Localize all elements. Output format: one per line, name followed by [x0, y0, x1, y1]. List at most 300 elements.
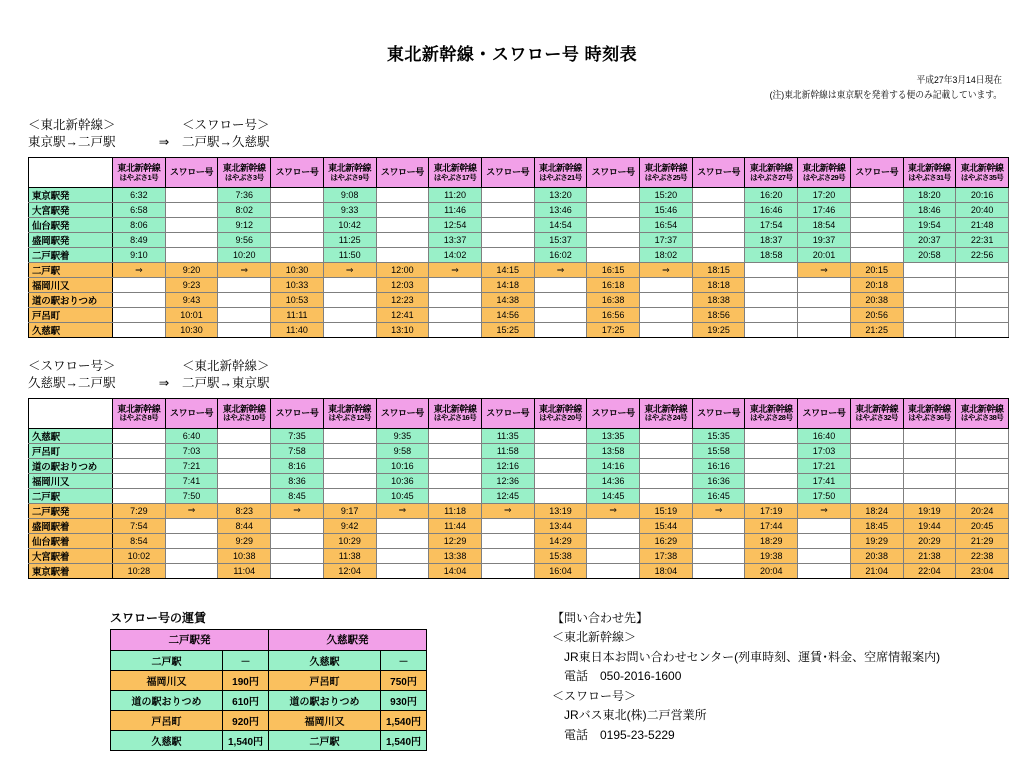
table1-time-cell: 16:15 [587, 263, 640, 278]
table2-column-header [534, 398, 587, 428]
table1-time-cell: 11:46 [429, 203, 482, 218]
contact-block [552, 609, 940, 751]
table1-time-cell: 18:58 [745, 248, 798, 263]
table2-time-cell: 11:44 [429, 518, 482, 533]
table2-time-cell [850, 488, 903, 503]
table1-time-cell [587, 248, 640, 263]
table2-time-cell: 7:41 [165, 473, 218, 488]
table2-corner-cell [29, 398, 113, 428]
table1-time-cell: 9:43 [165, 293, 218, 308]
table1-time-cell [692, 248, 745, 263]
table2-time-cell [323, 443, 376, 458]
timetable-inbound [28, 398, 1009, 579]
table1-column-header [745, 158, 798, 188]
table2-time-cell: 13:38 [429, 548, 482, 563]
table2-time-cell [956, 473, 1009, 488]
table1-time-cell [165, 188, 218, 203]
table1-body [29, 188, 1009, 338]
table1-time-cell: 10:01 [165, 308, 218, 323]
table1-column-header [587, 158, 640, 188]
fare-group-header: 久慈駅発 [269, 629, 427, 650]
table1-column-header [850, 158, 903, 188]
table2-time-cell: 16:45 [692, 488, 745, 503]
table1-time-cell: 22:31 [956, 233, 1009, 248]
table2-time-cell: 22:38 [956, 548, 1009, 563]
table2-time-cell: 15:44 [640, 518, 693, 533]
table1-time-cell: ⇒ [429, 263, 482, 278]
table2-column-service: スワロー号 [170, 407, 214, 418]
table1-time-cell: 18:15 [692, 263, 745, 278]
table1-wrapper [28, 157, 1008, 338]
fare-right-station: 戸呂町 [269, 670, 381, 690]
table1-time-cell: 9:33 [323, 203, 376, 218]
table2-row [29, 563, 1009, 578]
table2-time-cell [692, 548, 745, 563]
table2-column-header [956, 398, 1009, 428]
table2-time-cell [850, 458, 903, 473]
table1-time-cell [956, 293, 1009, 308]
table2-time-cell [218, 488, 271, 503]
table2-time-cell: 7:29 [113, 503, 166, 518]
table1-time-cell: 20:01 [798, 248, 851, 263]
table1-time-cell: 13:37 [429, 233, 482, 248]
table2-time-cell: 17:38 [640, 548, 693, 563]
header-notes [0, 74, 1024, 103]
table1-station-label: 大宮駅発 [29, 203, 113, 218]
table1-time-cell [692, 203, 745, 218]
table2-time-cell: 17:03 [798, 443, 851, 458]
table2-time-cell [587, 563, 640, 578]
table2-time-cell: 13:19 [534, 503, 587, 518]
table1-time-cell: 19:25 [692, 323, 745, 338]
table1-time-cell: 20:40 [956, 203, 1009, 218]
table2-time-cell: 12:36 [481, 473, 534, 488]
table1-time-cell: 12:41 [376, 308, 429, 323]
table1-time-cell: 20:58 [903, 248, 956, 263]
table2-column-service: スワロー号 [275, 407, 319, 418]
table1-time-cell [587, 218, 640, 233]
table2-time-cell [534, 443, 587, 458]
table2-column-service: 東北新幹線 [328, 403, 372, 414]
table1-time-cell [956, 323, 1009, 338]
table1-time-cell [587, 233, 640, 248]
table1-time-cell: 17:46 [798, 203, 851, 218]
table2-time-cell: 16:36 [692, 473, 745, 488]
table1-route-caption [28, 117, 1024, 151]
table2-time-cell: 8:54 [113, 533, 166, 548]
table1-time-cell [481, 203, 534, 218]
fare-left-station: 二戸駅 [111, 650, 223, 670]
table2-time-cell: 7:54 [113, 518, 166, 533]
table2-time-cell: 7:50 [165, 488, 218, 503]
table1-time-cell: 9:10 [113, 248, 166, 263]
table2-time-cell [218, 473, 271, 488]
table1-column-header [798, 158, 851, 188]
table1-time-cell: 17:37 [640, 233, 693, 248]
table2-time-cell: 11:58 [481, 443, 534, 458]
table2-column-header [218, 398, 271, 428]
table1-time-cell [640, 323, 693, 338]
table2-time-cell [218, 458, 271, 473]
table1-time-cell [376, 188, 429, 203]
table1-column-service: 東北新幹線 [328, 162, 372, 173]
table2-time-cell: 10:38 [218, 548, 271, 563]
table2-column-service: 東北新幹線 [538, 403, 582, 414]
table2-time-cell [640, 473, 693, 488]
table1-time-cell: 19:54 [903, 218, 956, 233]
table1-column-service: 東北新幹線 [802, 162, 846, 173]
table2-caption-line1-right: ＜東北新幹線＞ [182, 359, 270, 374]
table2-column-service: スワロー号 [380, 407, 424, 418]
table2-time-cell: 16:04 [534, 563, 587, 578]
table1-time-cell: 15:37 [534, 233, 587, 248]
table1-column-service: スワロー号 [591, 166, 635, 177]
table1-time-cell: 9:23 [165, 278, 218, 293]
table1-time-cell [323, 278, 376, 293]
table1-time-cell: 17:25 [587, 323, 640, 338]
table2-time-cell [271, 518, 324, 533]
table2-time-cell [903, 458, 956, 473]
table1-station-label: 仙台駅発 [29, 218, 113, 233]
table1-column-service: スワロー号 [697, 166, 741, 177]
table1-column-header [903, 158, 956, 188]
table1-time-cell [745, 263, 798, 278]
table1-row [29, 278, 1009, 293]
fare-table-title: スワロー号の運賃 [110, 610, 207, 625]
table1-row [29, 293, 1009, 308]
table1-time-cell [165, 233, 218, 248]
table1-time-cell: 10:33 [271, 278, 324, 293]
table1-time-cell: 16:20 [745, 188, 798, 203]
table1-time-cell: 10:30 [165, 323, 218, 338]
table2-time-cell: 18:24 [850, 503, 903, 518]
table2-time-cell: 8:16 [271, 458, 324, 473]
table1-time-cell: 18:37 [745, 233, 798, 248]
table2-time-cell: 9:29 [218, 533, 271, 548]
table2-time-cell: 17:50 [798, 488, 851, 503]
table2-time-cell: 8:44 [218, 518, 271, 533]
table2-time-cell [745, 458, 798, 473]
table1-time-cell: 17:20 [798, 188, 851, 203]
table1-time-cell [798, 293, 851, 308]
table2-time-cell [218, 428, 271, 443]
table2-column-header [113, 398, 166, 428]
table2-time-cell: 14:45 [587, 488, 640, 503]
table1-time-cell [429, 278, 482, 293]
table1-time-cell: 18:56 [692, 308, 745, 323]
table1-time-cell: 7:36 [218, 188, 271, 203]
fare-left-amount: 190円 [223, 670, 269, 690]
table1-time-cell [850, 233, 903, 248]
table1-time-cell: 20:56 [850, 308, 903, 323]
table2-time-cell: 20:04 [745, 563, 798, 578]
table2-time-cell: 9:35 [376, 428, 429, 443]
table2-time-cell: 13:58 [587, 443, 640, 458]
table1-column-train: はやぶさ27号 [750, 172, 793, 182]
table1-time-cell: 9:20 [165, 263, 218, 278]
fare-right-station: 福岡川又 [269, 710, 381, 730]
table2-time-cell: 19:38 [745, 548, 798, 563]
table2-time-cell [745, 428, 798, 443]
table1-time-cell: 14:18 [481, 278, 534, 293]
timetable-outbound [28, 157, 1009, 338]
table1-time-cell: 20:15 [850, 263, 903, 278]
table1-time-cell [534, 293, 587, 308]
table2-column-header [481, 398, 534, 428]
table2-column-service: スワロー号 [697, 407, 741, 418]
table2-column-train: はやぶさ16号 [433, 413, 477, 423]
table2-time-cell [798, 533, 851, 548]
table2-time-cell: 21:38 [903, 548, 956, 563]
table2-time-cell: 13:35 [587, 428, 640, 443]
table1-time-cell [903, 263, 956, 278]
table2-time-cell [481, 518, 534, 533]
table2-column-service: 東北新幹線 [117, 403, 161, 414]
table2-station-label: 東京駅着 [29, 563, 113, 578]
table1-time-cell [640, 308, 693, 323]
table2-row [29, 533, 1009, 548]
table1-time-cell [956, 263, 1009, 278]
table2-time-cell: 9:17 [323, 503, 376, 518]
table1-column-header [113, 158, 166, 188]
table2-caption-line2-left: 久慈駅→二戸駅 [28, 376, 116, 391]
table1-time-cell: 14:54 [534, 218, 587, 233]
table1-time-cell: 12:23 [376, 293, 429, 308]
fare-left-station: 戸呂町 [111, 710, 223, 730]
table2-time-cell [956, 458, 1009, 473]
table1-caption-spacer [146, 117, 182, 134]
table2-column-header [903, 398, 956, 428]
table2-time-cell [429, 443, 482, 458]
table2-station-label: 戸呂町 [29, 443, 113, 458]
table2-time-cell [165, 563, 218, 578]
table2-time-cell: ⇒ [271, 503, 324, 518]
table2-time-cell [165, 518, 218, 533]
contact-section1-name: JR東日本お問い合わせセンター(列車時刻、運賃･料金、空席情報案内) [564, 649, 941, 664]
table1-time-cell [850, 248, 903, 263]
table1-time-cell [956, 278, 1009, 293]
table1-column-service: スワロー号 [855, 166, 899, 177]
table2-column-train: はやぶさ32号 [855, 413, 898, 423]
table2-column-header [745, 398, 798, 428]
table1-head [29, 158, 1009, 188]
table2-row [29, 503, 1009, 518]
table1-time-cell: ⇒ [323, 263, 376, 278]
table2-head [29, 398, 1009, 428]
table1-time-cell [903, 278, 956, 293]
table2-station-label: 道の駅おりつめ [29, 458, 113, 473]
table1-row [29, 308, 1009, 323]
table2-time-cell [429, 488, 482, 503]
table1-time-cell: 9:08 [323, 188, 376, 203]
table1-column-service: 東北新幹線 [538, 162, 582, 173]
contact-section2-phone: 電話 0195-23-5229 [564, 727, 675, 742]
table1-time-cell [903, 323, 956, 338]
table1-time-cell: 9:56 [218, 233, 271, 248]
table1-time-cell: 17:54 [745, 218, 798, 233]
contact-section2-title: ＜スワロー号＞ [552, 688, 637, 703]
fare-right-amount: 750円 [381, 670, 427, 690]
table1-column-service: スワロー号 [380, 166, 424, 177]
table2-caption-line1-left: ＜スワロー号＞ [28, 359, 116, 374]
fare-table [110, 629, 427, 751]
table1-column-service: スワロー号 [170, 166, 214, 177]
table2-column-service: 東北新幹線 [907, 403, 951, 414]
table2-time-cell [745, 443, 798, 458]
table2-station-label: 久慈駅 [29, 428, 113, 443]
contact-section2-name: JRバス東北(株)二戸営業所 [564, 708, 707, 723]
table1-time-cell [745, 278, 798, 293]
table2-time-cell [640, 428, 693, 443]
table1-time-cell [692, 233, 745, 248]
table1-time-cell: 20:18 [850, 278, 903, 293]
table2-time-cell: 15:38 [534, 548, 587, 563]
table2-column-train: はやぶさ38号 [960, 413, 1004, 423]
table2-time-cell: 9:42 [323, 518, 376, 533]
fare-right-amount: 1,540円 [381, 710, 427, 730]
table2-time-cell [271, 563, 324, 578]
table2-time-cell [534, 458, 587, 473]
table1-time-cell [218, 278, 271, 293]
table1-time-cell [429, 293, 482, 308]
table1-time-cell: 14:02 [429, 248, 482, 263]
table1-time-cell [798, 308, 851, 323]
table1-time-cell [745, 293, 798, 308]
table2-time-cell: 17:44 [745, 518, 798, 533]
table1-station-label: 盛岡駅発 [29, 233, 113, 248]
timetable-page [0, 40, 1024, 765]
table1-time-cell: 15:25 [481, 323, 534, 338]
table2-time-cell: ⇒ [376, 503, 429, 518]
table2-time-cell: 9:58 [376, 443, 429, 458]
table1-time-cell: 10:20 [218, 248, 271, 263]
table2-column-service: 東北新幹線 [855, 403, 899, 414]
table2-time-cell: 20:38 [850, 548, 903, 563]
table1-time-cell: 22:56 [956, 248, 1009, 263]
table2-time-cell [534, 473, 587, 488]
table1-time-cell: 10:53 [271, 293, 324, 308]
table2-time-cell [165, 548, 218, 563]
table2-time-cell [798, 563, 851, 578]
table1-time-cell: 12:54 [429, 218, 482, 233]
table1-time-cell: 16:18 [587, 278, 640, 293]
table2-time-cell: 20:29 [903, 533, 956, 548]
table2-time-cell: 14:04 [429, 563, 482, 578]
table1-row [29, 323, 1009, 338]
table1-column-header [218, 158, 271, 188]
table2-column-header [850, 398, 903, 428]
table2-time-cell [481, 533, 534, 548]
table2-station-label: 盛岡駅着 [29, 518, 113, 533]
table1-station-label: 二戸駅 [29, 263, 113, 278]
table1-time-cell: 20:16 [956, 188, 1009, 203]
table1-time-cell [640, 293, 693, 308]
table2-time-cell [534, 488, 587, 503]
note-valid-date: 平成27年3月14日現在 [916, 75, 1002, 86]
table2-time-cell: 7:21 [165, 458, 218, 473]
table1-station-label: 戸呂町 [29, 308, 113, 323]
table2-time-cell: 11:18 [429, 503, 482, 518]
table2-body [29, 428, 1009, 578]
table2-time-cell: 15:58 [692, 443, 745, 458]
table1-caption-line1-left: ＜東北新幹線＞ [28, 118, 116, 133]
table2-time-cell: 23:04 [956, 563, 1009, 578]
table2-time-cell: 19:29 [850, 533, 903, 548]
table2-column-service: 東北新幹線 [222, 403, 266, 414]
table1-row [29, 263, 1009, 278]
table1-time-cell: ⇒ [113, 263, 166, 278]
table1-caption-arrow-icon: ⇒ [158, 135, 170, 150]
table1-time-cell: 9:12 [218, 218, 271, 233]
table2-time-cell [113, 473, 166, 488]
table2-wrapper [28, 398, 1008, 579]
table1-column-train: はやぶさ17号 [433, 172, 477, 182]
table2-time-cell: 18:04 [640, 563, 693, 578]
table1-column-train: はやぶさ1号 [119, 172, 159, 182]
table1-time-cell: ⇒ [534, 263, 587, 278]
table2-time-cell: 12:16 [481, 458, 534, 473]
table1-time-cell [903, 293, 956, 308]
table1-time-cell: 18:18 [692, 278, 745, 293]
table1-time-cell [218, 293, 271, 308]
table1-time-cell [271, 248, 324, 263]
table2-time-cell: 12:29 [429, 533, 482, 548]
table1-time-cell: 12:00 [376, 263, 429, 278]
table2-time-cell: 19:19 [903, 503, 956, 518]
table2-time-cell: 10:45 [376, 488, 429, 503]
table1-time-cell: 21:48 [956, 218, 1009, 233]
table1-time-cell [218, 308, 271, 323]
table1-time-cell [429, 323, 482, 338]
table2-time-cell: 10:36 [376, 473, 429, 488]
table2-row [29, 458, 1009, 473]
table1-time-cell [481, 188, 534, 203]
table2-time-cell [850, 473, 903, 488]
table1-time-cell: 11:40 [271, 323, 324, 338]
table2-time-cell [113, 458, 166, 473]
table2-row [29, 518, 1009, 533]
table2-time-cell [956, 443, 1009, 458]
table1-time-cell [376, 203, 429, 218]
table1-column-train: はやぶさ9号 [330, 172, 369, 182]
table1-time-cell [376, 233, 429, 248]
table1-time-cell [534, 323, 587, 338]
table1-time-cell [323, 323, 376, 338]
table1-time-cell: 16:46 [745, 203, 798, 218]
table1-time-cell: 14:15 [481, 263, 534, 278]
table1-column-service: 東北新幹線 [433, 162, 477, 173]
table2-column-header [165, 398, 218, 428]
contact-heading: 【問い合わせ先】 [552, 610, 649, 625]
table2-time-cell [587, 533, 640, 548]
table1-column-train: はやぶさ35号 [960, 172, 1004, 182]
table1-column-service: 東北新幹線 [222, 162, 266, 173]
table2-time-cell [323, 458, 376, 473]
table2-time-cell [640, 458, 693, 473]
table1-time-cell [481, 218, 534, 233]
table1-column-header [956, 158, 1009, 188]
table2-time-cell: 7:03 [165, 443, 218, 458]
table1-column-service: スワロー号 [275, 166, 319, 177]
table1-time-cell: 13:20 [534, 188, 587, 203]
table2-time-cell [692, 563, 745, 578]
table1-time-cell: 6:58 [113, 203, 166, 218]
table2-column-header [271, 398, 324, 428]
table1-time-cell [692, 188, 745, 203]
table1-time-cell [903, 308, 956, 323]
table1-time-cell: 13:10 [376, 323, 429, 338]
table2-station-label: 福岡川又 [29, 473, 113, 488]
